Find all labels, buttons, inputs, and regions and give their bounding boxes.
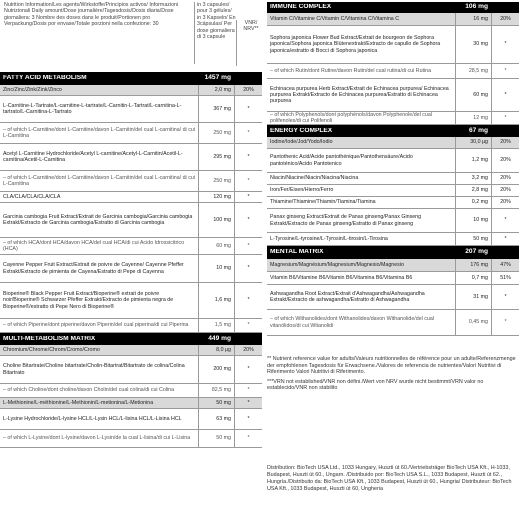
ingredient-nrv [234,72,262,85]
ingredient-amount: 449 mg [208,334,231,342]
ingredient-amount: 250 mg [198,171,234,191]
ingredient-nrv: * [234,409,262,429]
ingredient-amount: 28,5 mg [455,64,491,78]
table-row [267,185,519,197]
ingredient-name: Pantothenic Acid/Acide pantothénique/Pantothensäure/Ácido pantoténico/Acido Pantotenico [270,154,413,167]
table-row [267,13,519,26]
ingredient-nrv: * [491,209,519,232]
ingredient-name: ENERGY COMPLEX [270,127,333,134]
table-subrow [0,238,262,255]
ingredient-name: – of which Choline/dont choline/davon Cholin/del cual colina/di cui Colina [3,387,175,394]
table-row [267,149,519,173]
ingredient-nrv: * [234,171,262,191]
table-row [267,233,519,246]
ingredient-nrv [234,333,262,345]
ingredient-nrv: 20% [234,85,262,95]
ingredient-amount: 60 mg [198,238,234,254]
ingredient-amount: 63 mg [198,409,234,429]
ingredient-name: Garcinia cambogia Fruit Extract/Extrait de Garcinia cambogia/Garcinia cambogia Extrakt/Extracto de Garcinia cambogia/Estratto di Garcinia cambogia [3,213,193,226]
section-header [267,125,519,137]
ingredient-name: MENTAL MATRIX [270,249,324,256]
table-row [0,192,262,203]
ingredient-name: – of which Withanolides/dont Withanolides/davon Withanolide/del cual vitanólidos/di cui Witanolidi [270,316,435,329]
ingredient-name: Niacin/Niacine/Niacin/Niacina/Niacina [270,175,359,182]
ingredient-amount: 82,5 mg [198,384,234,397]
ingredient-name: L-Tyrosine/L-tyrosine/L-Tyrosin/L-tirosin/L-Tirosina [270,235,388,242]
ingredient-nrv: 20% [491,173,519,184]
ingredient-amount: 50 mg [455,233,491,245]
table-row [267,285,519,310]
table-row [0,203,262,238]
ingredient-amount: 30 mg [455,26,491,63]
ingredient-name: IMMUNE COMPLEX [270,4,332,11]
ingredient-amount: 2,8 mg [455,185,491,196]
ingredient-nrv: * [491,64,519,78]
ingredient-amount: 67 mg [468,126,488,134]
table-subrow [0,123,262,144]
ingredient-amount: 200 mg [198,356,234,383]
ingredient-amount: 207 mg [465,248,488,256]
ingredient-amount: 50 mg [198,430,234,447]
ingredient-amount: 1,5 mg [198,319,234,332]
footnotes [267,356,517,392]
table-row [0,283,262,319]
table-row [0,398,262,409]
distribution-info: Distribution: BioTech USA Ltd., 1033 Hungary, Huszti út 60./Vertriebsträger BioTech USA Kft., H-1033, Budapest, Huszti út 60., Ungarn. /Distribuido por: BioTech USA S.L., 1033 Budapest, Huszti út 62., Hungría./Distribuito da: BioTech USA Kft., 1033 Budapest, Huszti út 60., Hungria/ Distributeur: BioTech USA Kft., 1033 Budapest, Huszti út 60, Ungheria [267,465,512,492]
ingredient-name: L-Carnitine-L-Tartrate/L-carnitine-L-tartrate/L-Carnitin-L-Tartrat/L-carnitina-L-tartrato/L-Carnitina-L-Tartrato [3,102,182,115]
ingredient-name: Choline Bitartrate/Choline bitartrate/Cholin-Bitartrat/Bitartrato de colina/Colina Bitartrato [3,363,185,376]
ingredient-amount: 0,2 mg [455,197,491,208]
table-row [267,259,519,272]
ingredient-nrv: * [234,203,262,237]
ingredient-name: L-Methionine/L-méthionine/L-Methionin/L-metionina/L-Metionina [3,399,154,406]
ingredient-nrv: 20% [491,197,519,208]
ingredient-nrv: * [234,96,262,122]
table-row [267,197,519,209]
table-row [267,209,519,233]
ingredient-name: Vitamin C/Vitamine C/Vitamin C/Vitamina C/Vitamina C [270,15,400,22]
ingredient-nrv: * [491,233,519,245]
ingredient-nrv: 20% [234,345,262,355]
table-subrow [267,310,519,336]
ingredient-nrv: * [234,255,262,282]
table-row [267,79,519,112]
ingredient-nrv: * [234,430,262,447]
ingredient-amount: 367 mg [198,96,234,122]
ingredient-amount: 0,7 mg [455,272,491,284]
ingredient-amount: 1,6 mg [198,283,234,318]
ingredient-amount: 10 mg [455,209,491,232]
ingredient-nrv: * [491,26,519,63]
footnote-nrv: ** Nutrient reference value for adults/Valeurs nutritionnelles de référence pour un adulte/Referenzmenge der empfohlenen Tagesdosis für Erwachsene./Valores de referencia de nutrientes/Valori Nutritivi di Riferimento Valori Nutritivi di Riferimento. [267,356,516,375]
ingredient-nrv: 20% [491,149,519,172]
ingredient-name: Acetyl L-Carnitine Hydrochloride/Acetyl L-carnitine/Acetyl-L-Carnitin/Acetil-L-carnitina/Acetil-L-Carnitina [3,150,183,163]
ingredient-nrv: * [234,144,262,170]
table-row [267,173,519,185]
table-subrow [267,64,519,79]
section-header [267,246,519,259]
ingredient-amount: 106 mg [465,3,488,11]
ingredient-amount: 2,0 mg [198,85,234,95]
ingredient-nrv: * [234,384,262,397]
ingredient-nrv: * [234,319,262,332]
ingredient-amount: 250 mg [198,123,234,143]
ingredient-amount: 16 mg [455,13,491,25]
table-subrow [0,319,262,333]
ingredient-nrv [491,246,519,259]
ingredient-amount: 60 mg [455,79,491,111]
ingredient-amount: 176 mg [455,259,491,271]
ingredient-name: – of which Rutin/dont Rutine/davon Rutin/del cual rutina/di cui Rutina [270,67,432,74]
table-row [0,356,262,384]
ingredient-name: Iron/Fer/Eisen/Hierro/Ferro [270,187,334,194]
ingredient-amount: 0,45 mg [455,310,491,335]
table-row [0,144,262,171]
table-row [267,26,519,64]
ingredient-nrv: * [491,79,519,111]
table-subrow [0,430,262,448]
section-header [0,333,262,345]
ingredient-name: Thiamine/Thiamine/Thiamin/Tiamina/Tiamina [270,199,376,206]
ingredient-name: L-Lysine Hydrochloride/L-lysine HCL/L-Lysin HCL/L-lisina HCL/L-Lisina HCL [3,415,182,422]
ingredient-name: Ashwagandha Root Extract/Extrait d'Ashwagandha/Ashwagandha Extrakt/Extracto de ashwagandha/Estratto di Ashwagandha [270,290,425,303]
ingredient-amount: 10 mg [198,255,234,282]
footnote-not-established: ***VRN not established/VNR non défini./Wert von NRV wurde nicht bestimmt/VRN valor no establecido/VNR non stabilito [267,378,484,391]
ingredient-name: – of which L-Carnitine/dont L-Carnitine/davon L-Carnitin/del cual L-carnitina/ di cui L-Carnitina [3,174,195,187]
ingredient-nrv: 51% [491,272,519,284]
ingredient-nrv: * [491,310,519,335]
ingredient-name: Panax ginseng Extract/Extrait de Panax ginseng/Panax Ginseng Extrakt/Extracto de Panax ginseng/Estratto di Panax ginseng [270,214,422,227]
table-row [0,96,262,123]
ingredient-name: – of which L-Lysine/dont L-lysine/davon L-Lysin/de la cual L-lisina/di cui L-Lisina [3,435,191,442]
right-nutrition-table [267,2,519,336]
ingredient-name: Chromium/Chrome/Chrom/Cromo/Cromo [3,346,100,353]
table-row [0,255,262,283]
ingredient-name: Cayenne Pepper Fruit Extract/Extrait de poivre de Cayenne/ Cayenne Pfeffer Extrakt/Extracto de pimienta de Cayena/Estratto di Pepe di Cayenna [3,262,184,275]
ingredient-amount: 8,0 µg [198,345,234,355]
ingredient-amount: 3,2 mg [455,173,491,184]
table-subrow [0,171,262,192]
left-nutrition-table [0,72,262,448]
ingredient-nrv [491,2,519,13]
label-header [0,0,262,68]
header-per-dose: in 3 capsules/ pour 3 gélules/ in 3 Kapseln/ En 3cápsulas/ Per dose giornaliera di 3 capsule [194,2,237,64]
header-nrv: VNR/ NRV** [236,20,263,66]
ingredient-name: CLA/CLA/CLA/CLA/CLA [3,193,61,200]
table-subrow [267,112,519,125]
ingredient-amount: 12 mg [455,112,491,124]
ingredient-nrv: 20% [491,137,519,148]
ingredient-name: – of which HCA/dont HCA/davon HCA/del cual HCA/di cui Acido Idrossicitrico (HCA) [3,239,185,252]
table-row [0,85,262,96]
ingredient-nrv: 20% [491,185,519,196]
table-row [0,409,262,430]
ingredient-name: Magnesium/Magnésium/Magnesium/Magnesio/Magnesio [270,261,404,268]
ingredient-name: Bioperine® Black Pepper Fruit Extract/Bioperine® extrait de poivre noir/Bioperine® Schwarzer Pfeffer Extrakt/Extracto de pimienta negra de Bioperine®/estratto di Pepe Nero di Bioperine® [3,291,174,310]
ingredient-nrv: * [234,238,262,254]
ingredient-name: Vitamin B6/Vitamine B6/Vitamin B6/Vitamina B6/Vitamina B6 [270,274,413,281]
ingredient-name: Echinacea purpurea Herb Extract/Extrait de Echinacea purpurea/ Echinacea purpurea Extrakt/Extracto de Echinacea purpurea/Estratto di Echinacea purpurea [270,85,449,105]
ingredient-nrv: * [234,398,262,408]
ingredient-nrv: * [234,356,262,383]
ingredient-nrv: * [234,123,262,143]
ingredient-nrv: 47% [491,259,519,271]
table-subrow [0,384,262,398]
ingredient-nrv: 20% [491,13,519,25]
ingredient-amount: 30,0 µg [455,137,491,148]
ingredient-name: Zinc/Zinc/Zink/Zink/Zinco [3,86,62,93]
ingredient-name: – of which Piperine/dont piperine/davon Piperin/del cual piperina/di cui Piperina [3,322,189,329]
table-row [0,345,262,356]
ingredient-nrv: * [234,283,262,318]
ingredient-amount: 1,2 mg [455,149,491,172]
ingredient-name: – of which Polyphenols/dont polyphénols/davon Polyphenole/del cual polifenoles/di cui Polifenoli [270,111,432,124]
table-row [267,137,519,149]
ingredient-name: FATTY ACID METABOLISM [3,75,87,82]
section-header [0,72,262,85]
ingredient-amount: 120 mg [198,192,234,202]
ingredient-nrv: * [491,285,519,309]
ingredient-name: MULTI-METABOLISM MATRIX [3,335,96,342]
ingredient-name: Iodine/Iode/Jod/Yodo/Iodio [270,139,333,146]
ingredient-name: – of which L-Carnitine/dont L-Carnitine/davon L-Carnitin/del cual L-carnitina/ di cui L-Carnitina [3,126,195,139]
header-nutrition-info: Nutrition Information/Les agents/Wirkstoffe/Principios activos/ Informazioni Nutrizionali Daily amount/Dose journalière/Tagesdosis/Dosis diaria/Dose giornaliera: 3 Nombre des doses dans le produit/Portionen pro Verpackung/Dosis por envase/Totale porzioni nella confezione: 30 [4,2,179,28]
section-header [267,2,519,13]
ingredient-amount: 295 mg [198,144,234,170]
ingredient-nrv [491,125,519,137]
ingredient-nrv: * [234,192,262,202]
ingredient-amount: 50 mg [198,398,234,408]
table-row [267,272,519,285]
ingredient-nrv: * [491,112,519,124]
ingredient-name: Sophora japonica Flower Bud Extract/Extrait de bourgeon de Sophora japonica/Sophora japonica Blütenextrakt/Extracto de capullo de Sophora japonica/estratto di Bocci di Sophora japonica [270,35,441,54]
ingredient-amount: 31 mg [455,285,491,309]
ingredient-amount: 100 mg [198,203,234,237]
ingredient-amount: 1457 mg [204,74,231,82]
